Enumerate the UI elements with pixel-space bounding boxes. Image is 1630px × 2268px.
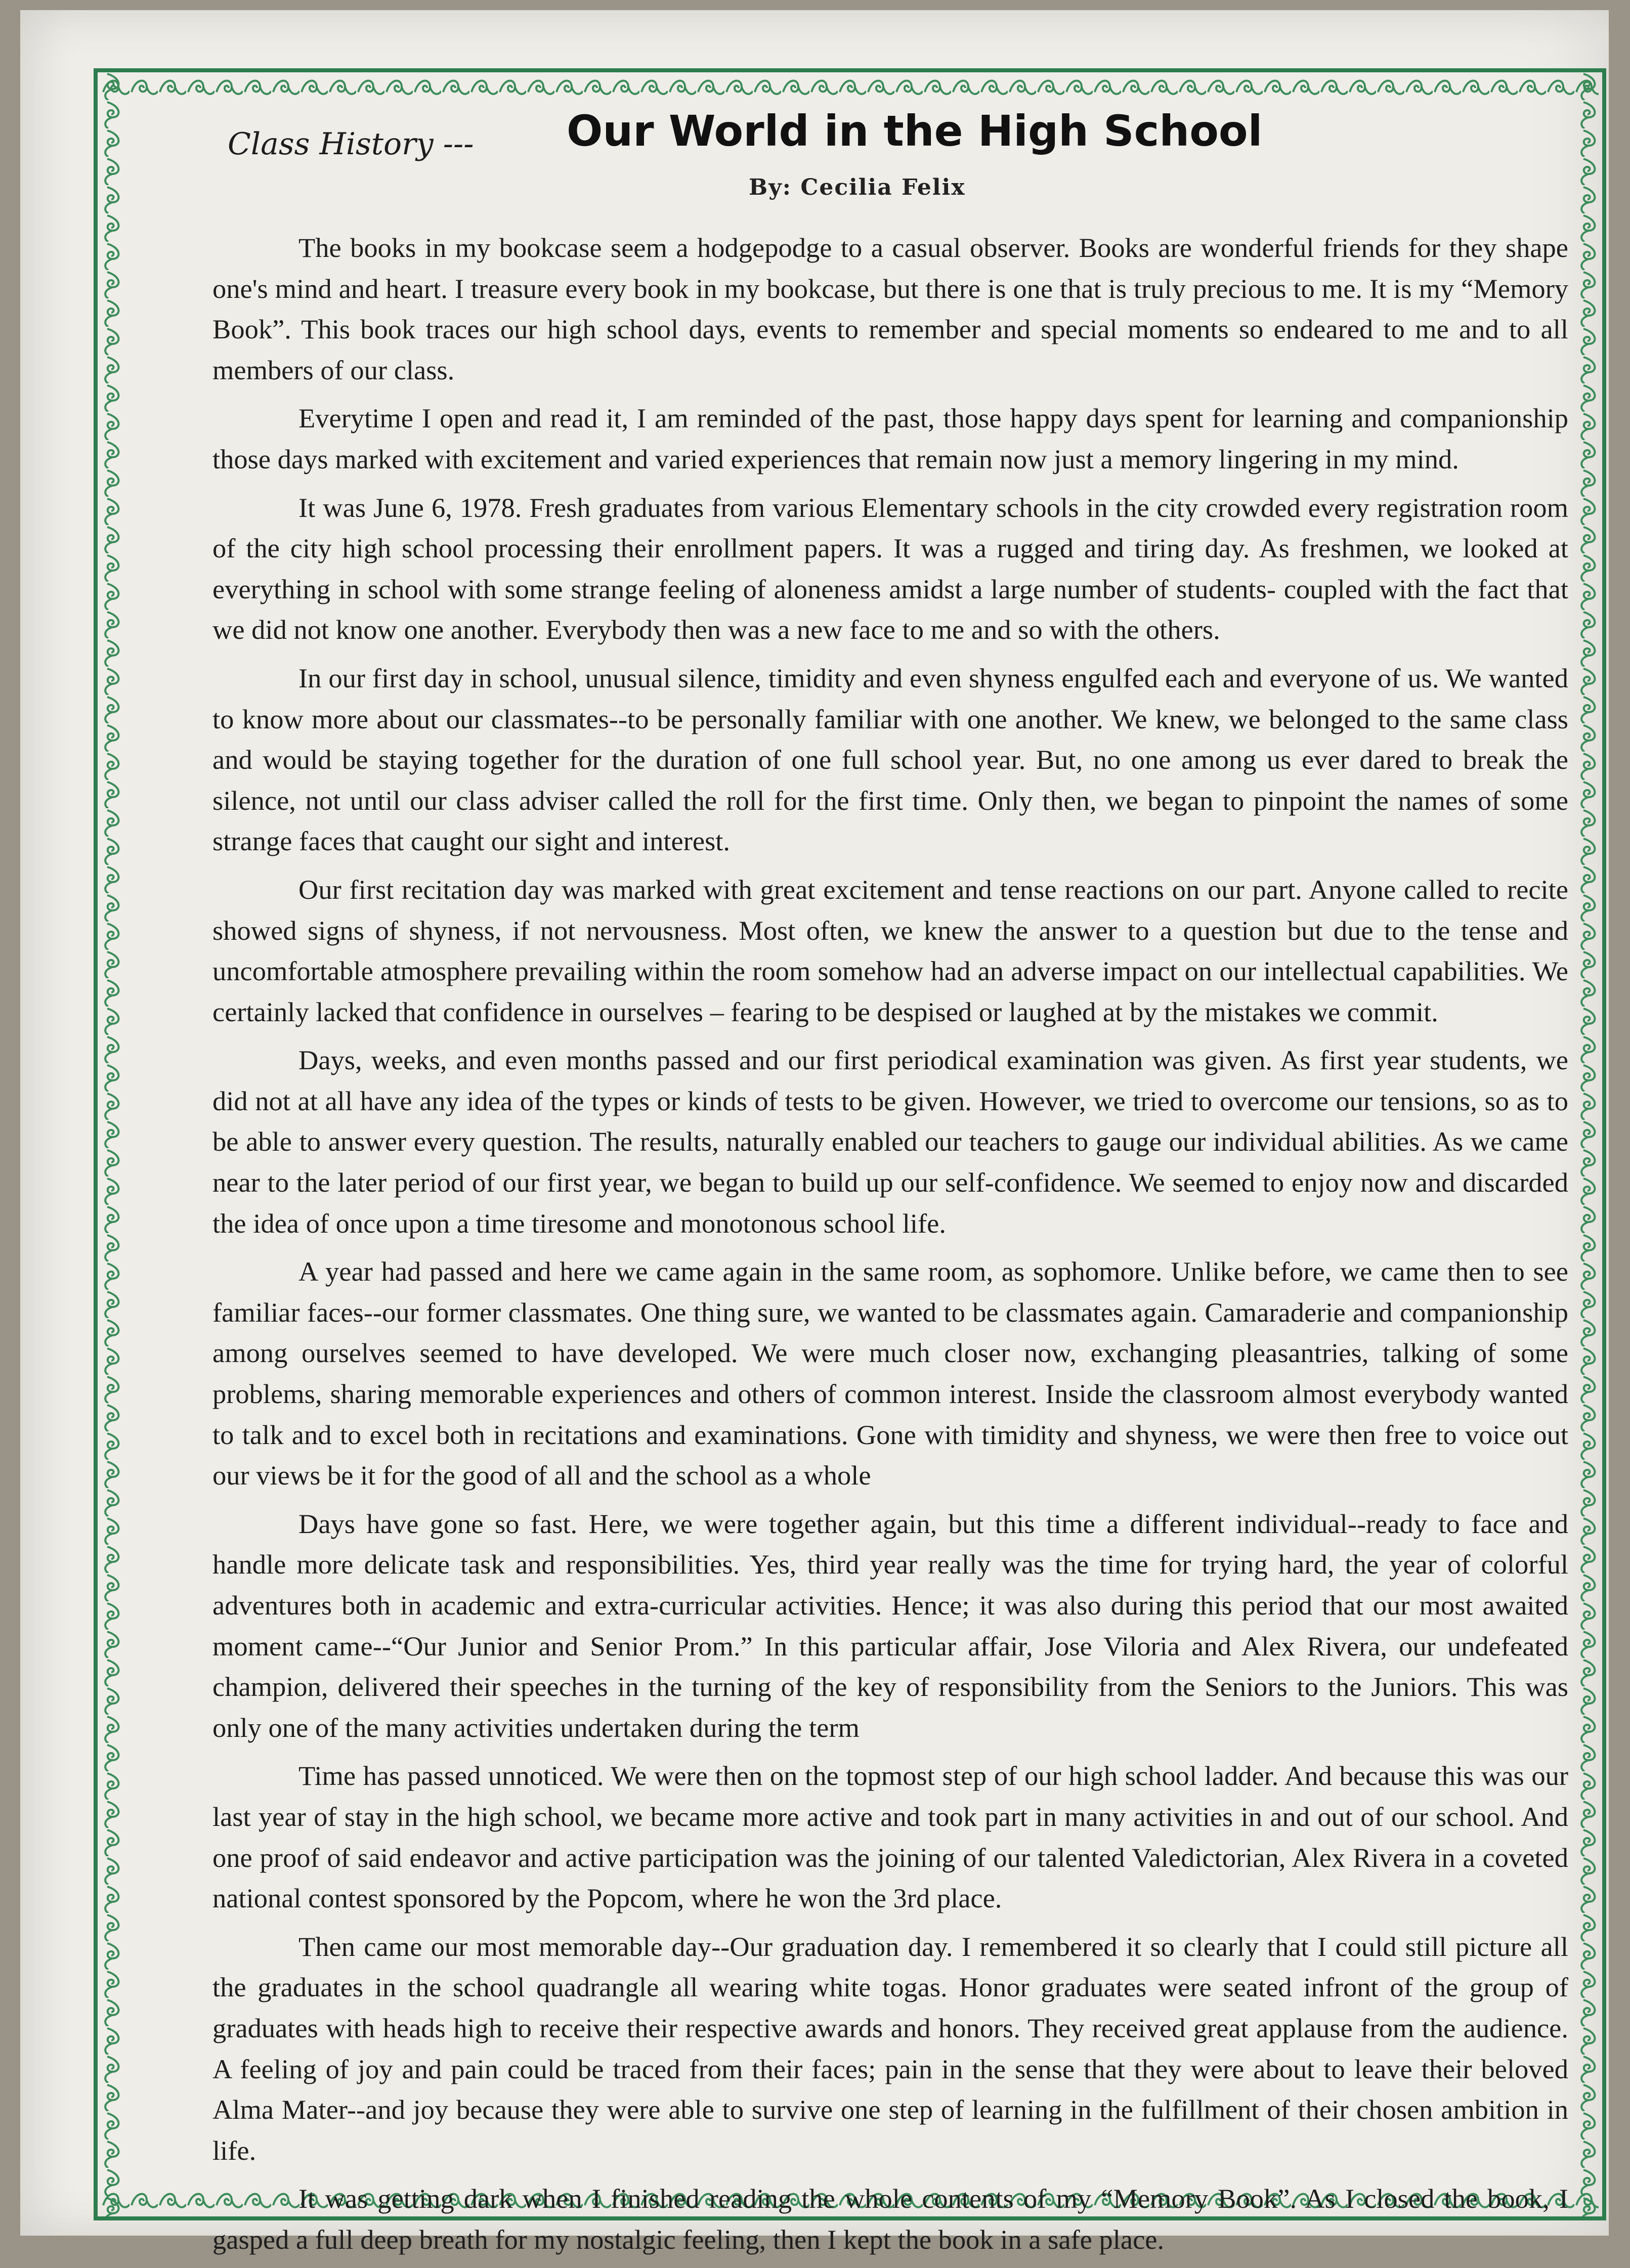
scroll-border-top-icon (101, 72, 1599, 102)
paragraph: Our first recitation day was marked with great excitement and tense reactions on our part. Anyone called to recite showed signs of shyness, if not nervousness. Most often, we knew the answer to a question but due to the tense and uncomfortable atmosphere prevailing within the room somehow had an adverse impact on our intellectual capabilities. We certainly lacked that confidence in ourselves – fearing to be despised or laughed at by the mistakes we commit. (212, 874, 1568, 1027)
article-byline: By: Cecilia Felix (749, 175, 966, 200)
article (212, 101, 1568, 2268)
article-body (212, 228, 1568, 2260)
article-header (212, 101, 1568, 228)
paragraph: Then came our most memorable day--Our graduation day. I remembered it so clearly that I could still picture all the graduates in the school quadrangle all wearing white togas. Honor graduates were seated infront of the group of graduates with heads high to receive their respective awards and honors. They received great applause from the audience. A feeling of joy and pain could be traced from their faces; pain in the sense that they were about to leave their beloved Alma Mater--and joy because they were able to survive one step of learning in the fulfillment of their chosen ambition in life. (212, 1931, 1568, 2166)
paragraph: A year had passed and here we came again in the same room, as sophomore. Unlike before, we came then to see familiar faces--our former classmates. One thing sure, we wanted to be classmates again. Camaraderie and companionship among ourselves seemed to have developed. We were much closer now, exchanging pleasantries, talking of some problems, sharing memorable experiences and others of common interest. Inside the classroom almost everybody wanted to talk and to excel both in recitations and examinations. Gone with timidity and shyness, we were then free to voice out our views be it for the good of all and the school as a whole (212, 1256, 1568, 1491)
paragraph: Time has passed unnoticed. We were then on the topmost step of our high school ladder. And because this was our last year of stay in the high school, we became more active and took part in many activities in and out of our school. And one proof of said endeavor and active participation was the joining of our talented Valedictorian, Alex Rivera in a coveted national contest sponsored by the Popcom, where he won the 3rd place. (212, 1760, 1568, 1914)
paragraph: The books in my bookcase seem a hodgepodge to a casual observer. Books are wonderful friends for they shape one's mind and heart. I treasure every book in my bookcase, but there is one that is truly precious to me. It is my “Memory Book”. This book traces our high school days, events to remember and special moments so endeared to me and to all members of our class. (212, 232, 1568, 385)
scroll-border-right-icon (1573, 72, 1604, 2216)
article-title: Our World in the High School (567, 106, 1263, 156)
paragraph: Days have gone so fast. Here, we were together again, but this time a different individual--ready to face and handle more delicate task and responsibilities. Yes, third year really was the time for trying hard, the year of colorful adventures both in academic and extra-curricular activities. Hence; it was also during this period that our most awaited moment came--“Our Junior and Senior Prom.” In this particular affair, Jose Viloria and Alex Rivera, our undefeated champion, delivered their speeches in the turning of the key of responsibility from the Seniors to the Juniors. This was only one of the many activities undertaken during the term (212, 1508, 1568, 1743)
paragraph: It was getting dark when I finished reading the whole contents of my “Memory Book”. As I closed the book, I gasped a full deep breath for my nostalgic feeling, then I kept the book in a safe place. (212, 2183, 1568, 2255)
paragraph: In our first day in school, unusual silence, timidity and even shyness engulfed each and everyone of us. We wanted to know more about our classmates--to be personally familiar with one another. We knew, we belonged to the same class and would be staying together for the duration of one full school year. But, no one among us ever dared to break the silence, not until our class adviser called the roll for the first time. Only then, we began to pinpoint the names of some strange faces that caught our sight and interest. (212, 662, 1568, 857)
paragraph: Days, weeks, and even months passed and our first periodical examination was given. As first year students, we did not at all have any idea of the types or kinds of tests to be given. However, we tried to overcome our tensions, so as to be able to answer every question. The results, naturally enabled our teachers to gauge our individual abilities. As we came near to the later period of our first year, we began to build up our self-confidence. We seemed to enjoy now and discarded the idea of once upon a time tiresome and monotonous school life. (212, 1044, 1568, 1239)
section-label: Class History --- (228, 126, 474, 162)
yearbook-page (20, 10, 1609, 2255)
paragraph: Everytime I open and read it, I am reminded of the past, those happy days spent for learning and companionship those days marked with excitement and varied experiences that remain now just a memory lingering in my mind. (212, 403, 1568, 474)
paragraph: It was June 6, 1978. Fresh graduates from various Elementary schools in the city crowded every registration room of the city high school processing their enrollment papers. It was a rugged and tiring day. As freshmen, we looked at everything in school with some strange feeling of aloneness amidst a large number of students- coupled with the fact that we did not know one another. Everybody then was a new face to me and so with the others. (212, 492, 1568, 645)
scroll-border-left-icon (97, 72, 127, 2216)
